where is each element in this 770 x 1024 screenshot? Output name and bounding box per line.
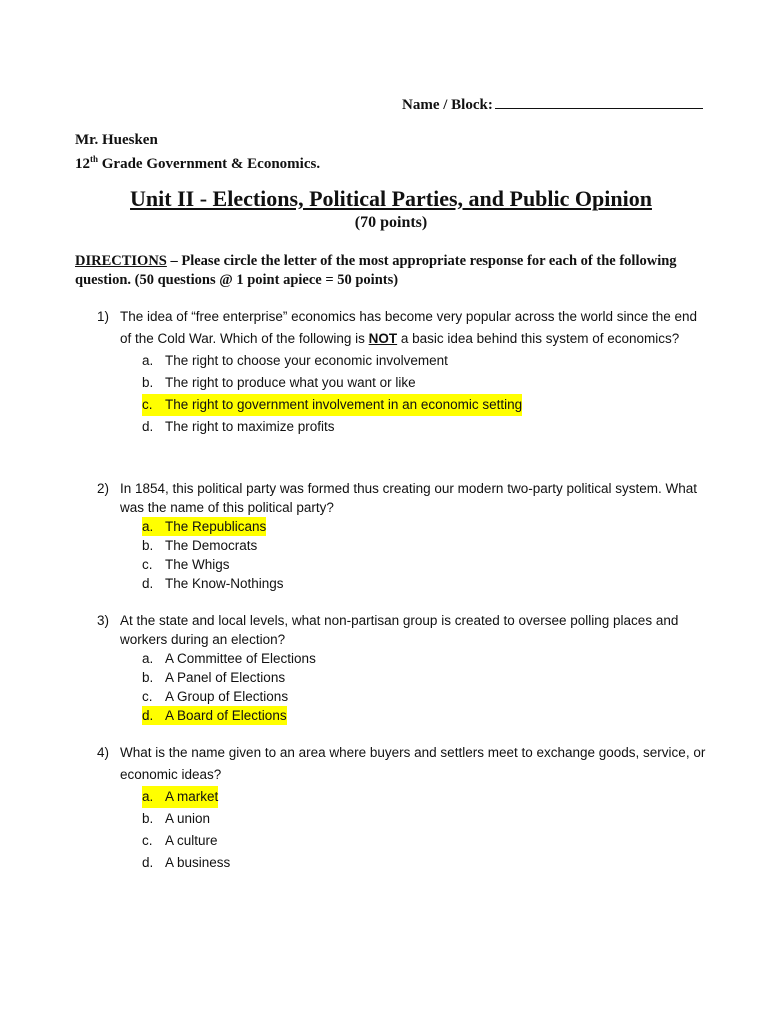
question-number: 4): [97, 745, 110, 760]
page-subtitle: (70 points): [354, 214, 428, 231]
question-number: 1): [97, 309, 110, 324]
question-text: At the state and local levels, what non-partisan group is created to oversee polling places and workers during an election?: [120, 613, 679, 647]
choice-list: [142, 517, 707, 593]
directions-text: – Please circle the letter of the most appropriate response for each of the following question. (50 questions @ 1 point apiece = 50 points): [75, 253, 677, 288]
choice-list: [142, 649, 707, 725]
choice-c[interactable]: c. A Group of Elections: [142, 689, 289, 704]
question-number: 3): [97, 613, 110, 628]
choice-list: [142, 350, 707, 438]
choice-b[interactable]: b. A Panel of Elections: [142, 670, 286, 685]
question-4: [97, 742, 707, 874]
name-block-field: [402, 94, 703, 114]
question-2: [97, 479, 707, 593]
directions: [75, 252, 685, 290]
question-3: [97, 611, 707, 725]
choice-a[interactable]: a. A Committee of Elections: [142, 651, 316, 666]
choice-d[interactable]: d. The right to maximize profits: [142, 419, 335, 434]
course-name: 12th Grade Government & Economics.: [75, 154, 321, 172]
choice-list: [142, 786, 707, 874]
question-text: The idea of “free enterprise” economics has become very popular across the world since the end of the Cold War. Which of the following is NOT a basic idea behind this system of economics?: [120, 309, 698, 346]
question-text: In 1854, this political party was formed thus creating our modern two-party political system. What was the name of this political party?: [120, 481, 697, 515]
choice-d[interactable]: d. A business: [142, 855, 231, 870]
choice-b[interactable]: b. The right to produce what you want or like: [142, 375, 416, 390]
directions-label: DIRECTIONS: [75, 253, 167, 269]
choice-a-highlighted[interactable]: a. A market: [142, 786, 707, 808]
choice-c[interactable]: c. The Whigs: [142, 557, 230, 572]
question-text: What is the name given to an area where buyers and settlers meet to exchange goods, service, or economic ideas?: [120, 745, 706, 782]
choice-b[interactable]: b. The Democrats: [142, 538, 258, 553]
choice-c[interactable]: c. A culture: [142, 833, 218, 848]
name-block-label: Name / Block:: [402, 97, 493, 113]
choice-d[interactable]: d. The Know-Nothings: [142, 576, 284, 591]
teacher-name: Mr. Huesken: [75, 132, 158, 148]
choice-a-highlighted[interactable]: a. The Republicans: [142, 519, 267, 534]
choice-d-highlighted[interactable]: d. A Board of Elections: [142, 708, 287, 723]
question-1: [97, 306, 707, 438]
choice-c-highlighted[interactable]: c. The right to government involvement in an economic setting: [142, 394, 707, 416]
choice-b[interactable]: b. A union: [142, 811, 211, 826]
name-block-blank: [495, 94, 703, 109]
choice-a[interactable]: a. The right to choose your economic involvement: [142, 353, 448, 368]
question-number: 2): [97, 481, 110, 496]
teacher-info: [75, 131, 320, 174]
page-title: Unit II - Elections, Political Parties, and Public Opinion: [130, 186, 652, 211]
